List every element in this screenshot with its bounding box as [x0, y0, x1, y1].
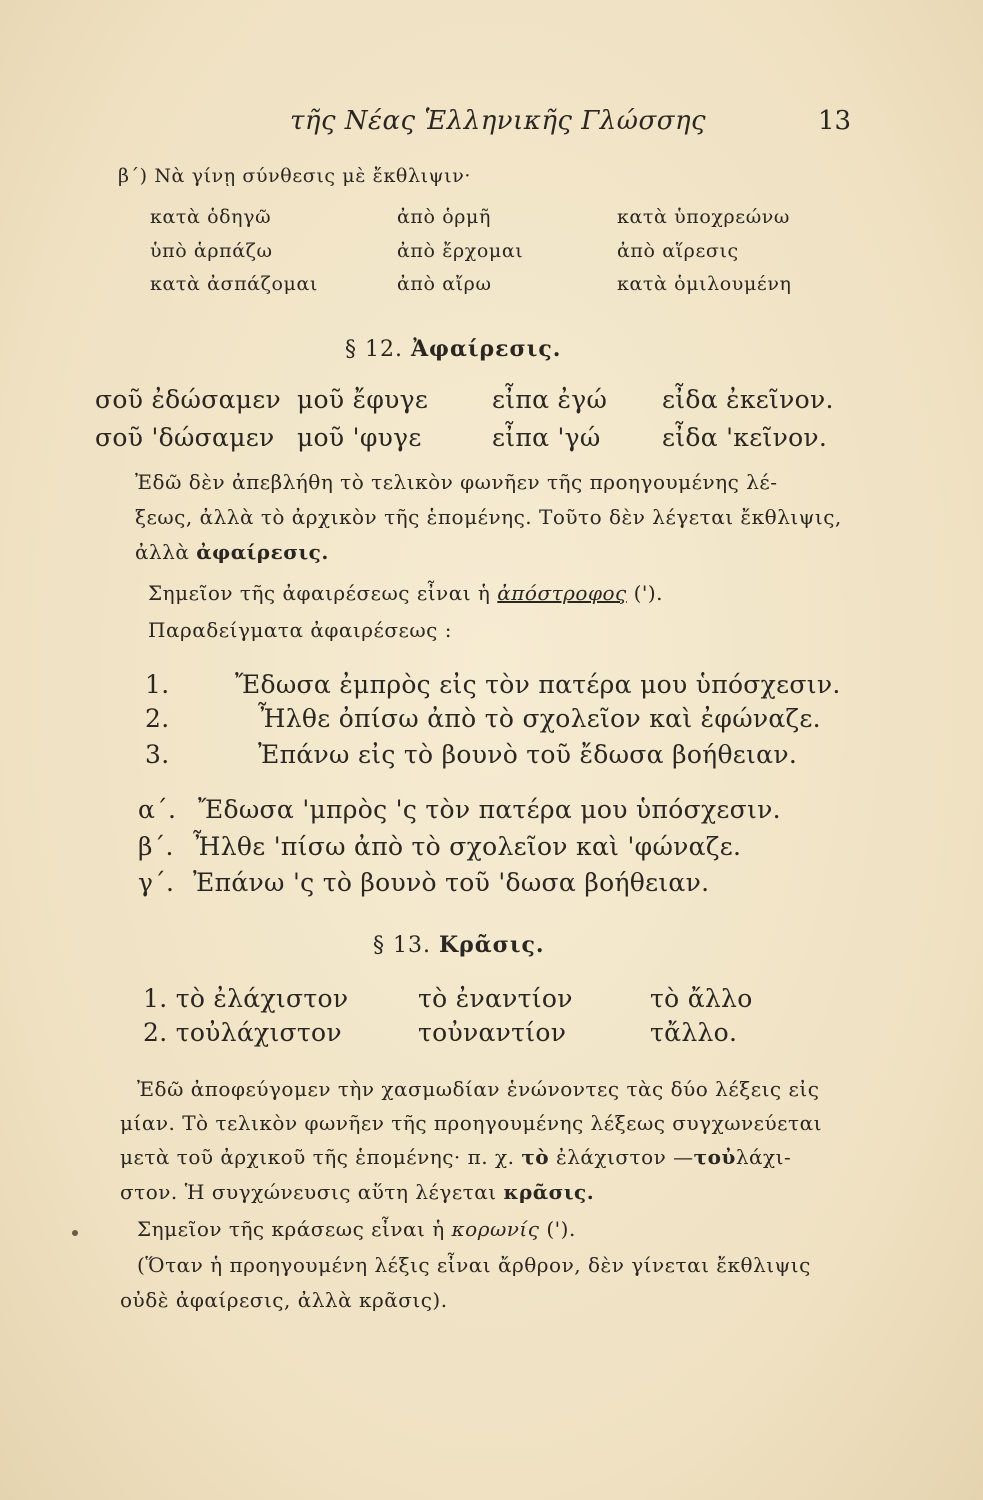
- lettered-a-n: α΄.: [138, 795, 177, 824]
- aph-r2-c1: σοῦ 'δώσαμεν: [95, 423, 275, 452]
- ink-spot: [72, 1230, 78, 1236]
- para2-line1: Ἐδῶ ἀποφεύγομεν τὴν χασμωδίαν ἑνώνοντες τὰς δύο λέξεις εἰς: [137, 1077, 820, 1101]
- example-r2-c3: ἀπὸ αἵρεσις: [617, 240, 739, 262]
- numbered-2-n: 2.: [145, 704, 170, 733]
- para2-l3-b2: τοὐ: [693, 1145, 736, 1169]
- para2-l3-b1: τὸ: [521, 1145, 550, 1169]
- para1-end-prefix: ἀλλὰ: [135, 540, 190, 564]
- example-r3-c1: κατὰ ἀσπάζομαι: [150, 273, 318, 295]
- sign1-suffix: (').: [633, 581, 664, 605]
- page-number: 13: [818, 106, 852, 136]
- example-r1-c3: κατὰ ὑποχρεώνω: [617, 206, 791, 228]
- example-r2-c1: ὑπὸ ἁρπάζω: [150, 240, 273, 262]
- section-13-title: Κρᾶσις.: [438, 932, 545, 958]
- para2-line4: [120, 1180, 594, 1204]
- sign1-italic: ἀπόστροφος: [497, 581, 627, 605]
- example-r1-c2: ἀπὸ ὁρμῆ: [397, 206, 491, 228]
- para2-line3: [120, 1145, 791, 1169]
- para2-l4-bold: κρᾶσις.: [503, 1180, 595, 1204]
- para1-line3: [135, 540, 329, 564]
- para1-line2: ξεως, ἀλλὰ τὸ ἀρχικὸν τῆς ἑπομένης. Τοῦτο δὲν λέγεται ἔκθλιψις,: [135, 505, 842, 529]
- sign2-line: [137, 1217, 576, 1241]
- numbered-2-text: Ἦλθε ὀπίσω ἀπὸ τὸ σχολεῖον καὶ ἐφώναζε.: [258, 704, 821, 733]
- examples-label: Παραδείγματα ἀφαιρέσεως :: [148, 618, 452, 642]
- lettered-c-n: γ΄.: [138, 868, 175, 897]
- aph-r2-c3: εἶπα 'γώ: [492, 423, 601, 452]
- note-line1: (Ὅταν ἡ προηγουμένη λέξις εἶναι ἄρθρον, δὲν γίνεται ἔκθλιψις: [137, 1253, 811, 1277]
- krasis-r1-c2: τὸ ἐναντίον: [418, 984, 573, 1013]
- example-r3-c2: ἀπὸ αἴρω: [397, 273, 492, 295]
- krasis-r1-c3: τὸ ἄλλο: [650, 984, 753, 1013]
- section-12-number: § 12.: [345, 337, 403, 362]
- note-line2: οὐδὲ ἀφαίρεσις, ἀλλὰ κρᾶσις).: [120, 1288, 448, 1312]
- sign2-prefix: Σημεῖον τῆς κράσεως εἶναι ἡ: [137, 1217, 445, 1241]
- para2-l3-a: μετὰ τοῦ ἀρχικοῦ τῆς ἑπομένης· π. χ.: [120, 1145, 515, 1169]
- section-13-heading: [373, 932, 545, 958]
- numbered-3-text: Ἐπάνω εἰς τὸ βουνὸ τοῦ ἔδωσα βοήθειαν.: [258, 740, 798, 769]
- para2-l3-d: λάχι-: [735, 1145, 792, 1169]
- example-r3-c3: κατὰ ὁμιλουμένη: [617, 273, 792, 295]
- sign2-italic: κορωνίς: [451, 1217, 540, 1241]
- numbered-1-n: 1.: [145, 670, 170, 699]
- numbered-3-n: 3.: [145, 740, 170, 769]
- krasis-r1-c1: 1. τὸ ἐλάχιστον: [143, 984, 349, 1013]
- krasis-r2-c3: τἄλλο.: [650, 1018, 738, 1047]
- lettered-b-text: Ἦλθε 'πίσω ἀπὸ τὸ σχολεῖον καὶ 'φώναζε.: [193, 832, 742, 861]
- aph-r1-c4: εἶδα ἐκεῖνον.: [662, 385, 834, 414]
- section-12-heading: [345, 336, 561, 362]
- lettered-a-text: Ἔδωσα 'μπρὸς 'ς τὸν πατέρα μου ὑπόσχεσιν.: [198, 795, 781, 824]
- section-12-title: Ἀφαίρεσις.: [410, 336, 562, 362]
- sign1-line: [148, 581, 663, 605]
- aph-r1-c1: σοῦ ἐδώσαμεν: [95, 385, 282, 414]
- example-r1-c1: κατὰ ὁδηγῶ: [150, 206, 272, 228]
- aph-r2-c4: εἶδα 'κεῖνον.: [662, 423, 828, 452]
- lettered-b-n: β΄.: [138, 832, 174, 861]
- para2-line2: μίαν. Τὸ τελικὸν φωνῆεν τῆς προηγουμένης λέξεως συγχωνεύεται: [120, 1111, 822, 1135]
- aph-r2-c2: μοῦ 'φυγε: [297, 423, 422, 452]
- intro-line: β΄) Νὰ γίνῃ σύνθεσις μὲ ἔκθλιψιν·: [118, 165, 471, 187]
- lettered-c-text: Ἐπάνω 'ς τὸ βουνὸ τοῦ 'δωσα βοήθειαν.: [193, 868, 710, 897]
- aph-r1-c3: εἶπα ἐγώ: [492, 385, 608, 414]
- para2-l3-c: ἐλάχιστον —: [555, 1145, 694, 1169]
- example-r2-c2: ἀπὸ ἔρχομαι: [397, 240, 524, 262]
- para2-l4-a: στον. Ἡ συγχώνευσις αὕτη λέγεται: [120, 1180, 497, 1204]
- aph-r1-c2: μοῦ ἔφυγε: [297, 385, 429, 414]
- sign2-suffix: (').: [546, 1217, 576, 1241]
- numbered-1-text: Ἔδωσα ἐμπρὸς εἰς τὸν πατέρα μου ὑπόσχεσιν.: [235, 670, 841, 699]
- running-header-title: τῆς Νέας Ἑλληνικῆς Γλώσσης: [290, 106, 707, 136]
- sign1-prefix: Σημεῖον τῆς ἀφαιρέσεως εἶναι ἡ: [148, 581, 491, 605]
- para1-end-bold: ἀφαίρεσις.: [196, 540, 329, 564]
- krasis-r2-c2: τοὐναντίον: [418, 1018, 567, 1047]
- krasis-r2-c1: 2. τοὐλάχιστον: [143, 1018, 342, 1047]
- para1-line1: Ἐδῶ δὲν ἀπεβλήθη τὸ τελικὸν φωνῆεν τῆς προηγουμένης λέ-: [135, 470, 778, 494]
- section-13-number: § 13.: [373, 933, 431, 958]
